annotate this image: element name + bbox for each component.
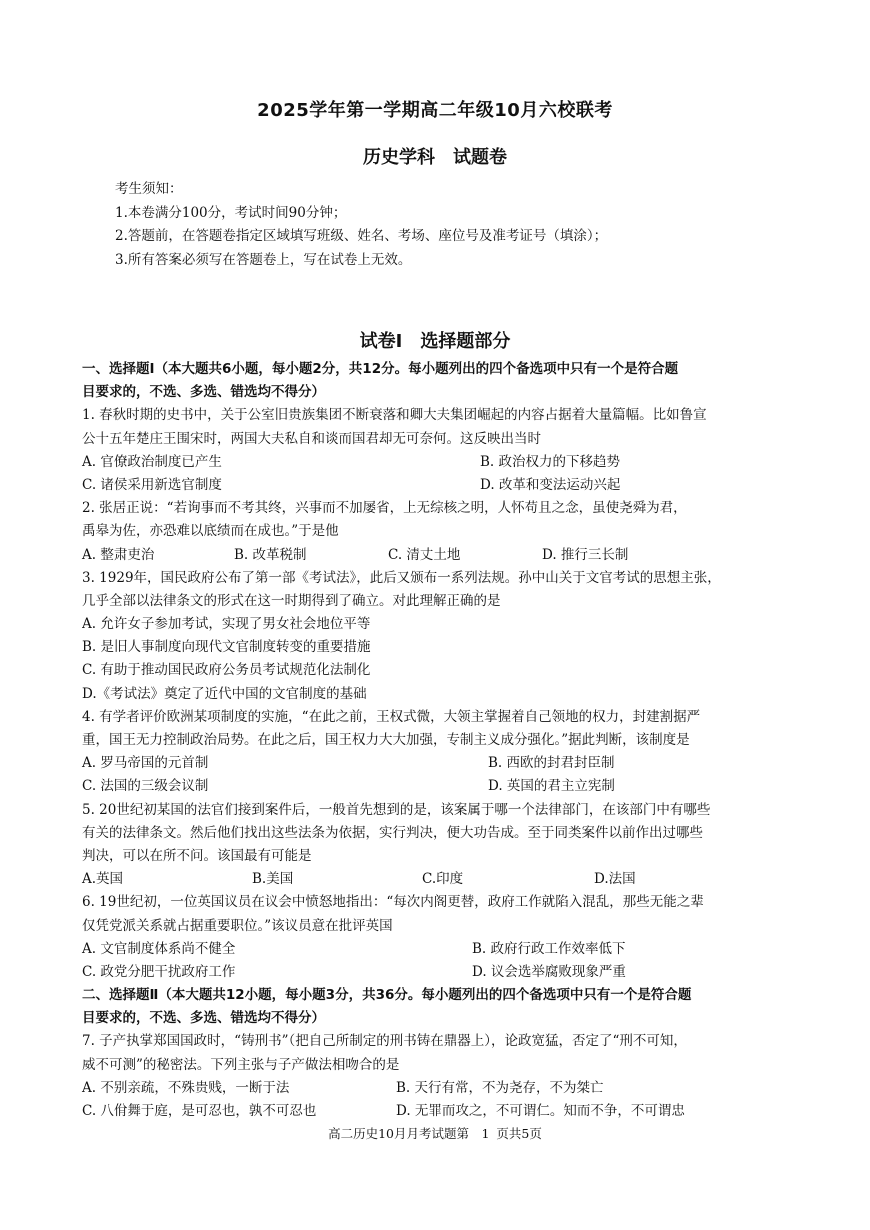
question-stem: 5. 20世纪初某国的法官们接到案件后，一般首先想到的是，该案属于哪一个法律部门，在该部门中有哪些: [82, 801, 711, 818]
question-6: [82, 891, 792, 984]
option-row: [82, 474, 792, 497]
option-c: C. 法国的三级会议制: [82, 778, 209, 795]
question-stem: 仅凭党派关系就占据重要职位。”该议员意在批评英国: [82, 917, 393, 934]
option-row: [82, 1100, 792, 1123]
question-stem: 禹皋为佐，亦恐难以底绩而在成也。”于是他: [82, 523, 339, 540]
part1-heading: 目要求的，不选、多选、错选均不得分）: [82, 384, 325, 401]
page-footer: 高二历史10月月考试题第 1 页共5页: [328, 1126, 542, 1141]
option-row: [82, 1077, 792, 1100]
option-row: [82, 544, 792, 567]
option-b: B.美国: [252, 871, 294, 888]
question-stem: 判决，可以在所不问。该国最有可能是: [82, 847, 312, 864]
question-stem: 4. 有学者评价欧洲某项制度的实施，“在此之前，王权式微，大领主掌握着自己领地的权力，封建割据严: [82, 708, 701, 725]
question-3: [82, 567, 792, 706]
option-a: A. 允许女子参加考试，实现了男女社会地位平等: [82, 616, 371, 633]
option-d: D. 无罪而攻之，不可谓仁。知而不争，不可谓忠: [396, 1103, 685, 1119]
question-5: [82, 799, 792, 892]
part1-heading: 一、选择题Ⅰ（本大题共6小题，每小题2分，共12分。每小题列出的四个备选项中只有一个是符合题: [82, 361, 679, 377]
question-stem: 威不可测”的秘密法。下列主张与子产做法相吻合的是: [82, 1056, 400, 1073]
notice-item: 1.本卷满分100分，考试时间90分钟；: [115, 204, 347, 221]
question-stem: 7. 子产执掌郑国国政时，“铸刑书”（把自己所制定的刑书铸在鼎器上），论政宽猛，否定了“刑不可知，: [82, 1033, 687, 1050]
question-stem: 几乎全部以法律条文的形式在这一时期得到了确立。对此理解正确的是: [82, 592, 501, 609]
option-row: [82, 752, 792, 775]
question-stem: 1. 春秋时期的史书中，关于公室旧贵族集团不断衰落和卿大夫集团崛起的内容占据着大量篇幅。比如鲁宣: [82, 407, 707, 424]
question-4: [82, 706, 792, 799]
option-c: C. 八佾舞于庭，是可忍也，孰不可忍也: [82, 1103, 317, 1119]
option-d: D.法国: [594, 871, 636, 888]
notice-item: 3.所有答案必须写在答题卷上，写在试卷上无效。: [115, 251, 412, 268]
option-c: C.印度: [422, 871, 464, 888]
question-stem: 3. 1929年，国民政府公布了第一部《考试法》，此后又颁布一系列法规。孙中山关于文官考试的思想主张，: [82, 569, 721, 586]
question-2: [82, 497, 792, 567]
option-d: D. 改革和变法运动兴起: [480, 476, 621, 493]
option-b: B. 西欧的封君封臣制: [488, 755, 615, 772]
option-b: B. 政治权力的下移趋势: [480, 453, 621, 470]
option-row: [82, 775, 792, 798]
exam-title: 2025学年第一学期高二年级10月六校联考: [257, 100, 613, 121]
section-title: 试卷Ⅰ 选择题部分: [359, 331, 511, 352]
option-d: D. 英国的君主立宪制: [488, 778, 615, 795]
exam-subtitle: 历史学科 试题卷: [363, 147, 507, 168]
question-stem: 重，国王无力控制政治局势。在此之后，国王权力大大加强，专制主义成分强化。”据此判断，该制度是: [82, 732, 690, 748]
part2-heading: 二、选择题Ⅱ（本大题共12小题，每小题3分，共36分。每小题列出的四个备选项中只有一个是符合题: [82, 987, 692, 1004]
option-row: [82, 868, 792, 891]
question-stem: 有关的法律条文。然后他们找出这些法条为依据，实行判决，便大功告成。至于同类案件以前作出过哪些: [82, 824, 703, 841]
candidate-notice: [115, 178, 607, 272]
option-b: B. 天行有常，不为尧存，不为桀亡: [396, 1079, 604, 1096]
option-d: D. 推行三长制: [542, 546, 629, 563]
option-c: C. 诸侯采用新选官制度: [82, 476, 222, 493]
option-row: [82, 938, 792, 961]
option-c: C. 清丈土地: [388, 546, 461, 563]
option-c: C. 政党分肥干扰政府工作: [82, 963, 236, 980]
option-c: C. 有助于推动国民政府公务员考试规范化法制化: [82, 662, 371, 679]
question-stem: 2. 张居正说：“若询事而不考其终，兴事而不加屡省，上无综核之明，人怀苟且之念，虽使尧舜为君，: [82, 500, 687, 517]
option-a: A. 罗马帝国的元首制: [82, 755, 209, 772]
question-7: [82, 1030, 792, 1123]
question-stem: 公十五年楚庄王围宋时，两国大夫私自和谈而国君却无可奈何。这反映出当时: [82, 430, 541, 447]
option-a: A. 官僚政治制度已产生: [82, 453, 222, 470]
question-stem: 6. 19世纪初，一位英国议员在议会中愤怒地指出：“每次内阁更替，政府工作就陷入混乱，那些无能之辈: [82, 894, 704, 911]
notice-item: 2.答题前，在答题卷指定区域填写班级、姓名、考场、座位号及准考证号（填涂）；: [115, 228, 608, 244]
option-a: A. 整肃吏治: [82, 546, 155, 563]
option-a: A. 文官制度体系尚不健全: [82, 940, 236, 957]
option-a: A. 不别亲疏，不殊贵贱，一断于法: [82, 1079, 290, 1096]
option-d: D.《考试法》奠定了近代中国的文官制度的基础: [82, 685, 367, 702]
part2-heading: 目要求的，不选、多选、错选均不得分）: [82, 1010, 325, 1027]
question-area: [82, 358, 792, 1123]
notice-heading: 考生须知：: [115, 181, 183, 197]
option-b: B. 是旧人事制度向现代文官制度转变的重要措施: [82, 639, 371, 656]
option-row: [82, 961, 792, 984]
option-a: A.英国: [82, 871, 124, 888]
question-1: [82, 404, 792, 497]
option-b: B. 改革税制: [234, 546, 307, 563]
option-d: D. 议会选举腐败现象严重: [472, 963, 626, 980]
option-b: B. 政府行政工作效率低下: [472, 940, 626, 957]
option-row: [82, 451, 792, 474]
